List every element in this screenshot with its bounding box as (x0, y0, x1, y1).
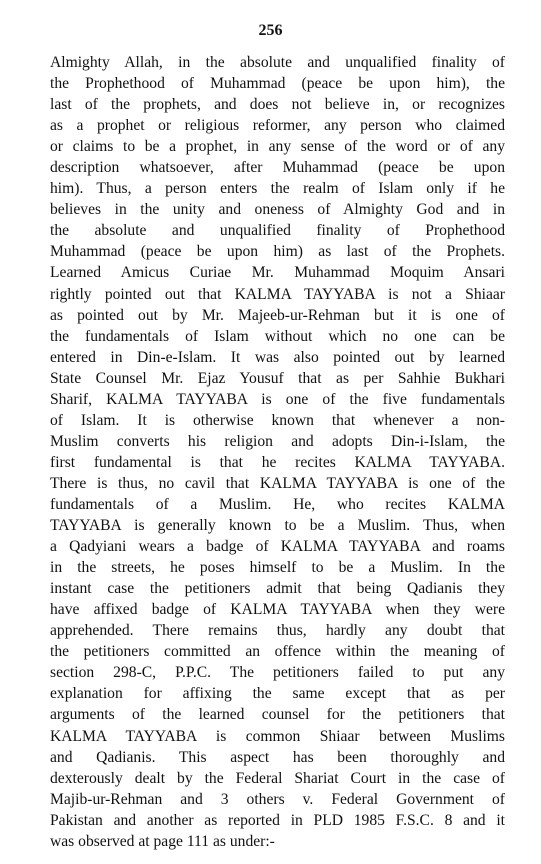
text-line: There is thus, no cavil that KALMA TAYYABA is one of the (50, 474, 505, 492)
text-line: description whatsoever, after Muhammad (peace be upon (50, 159, 505, 177)
text-line: arguments of the learned counsel for the petitioners that (50, 706, 505, 724)
text-line: Almighty Allah, in the absolute and unqualified finality of (50, 54, 505, 71)
text-line: State Counsel Mr. Ejaz Yousuf that as per Sahhie Bukhari (50, 369, 505, 387)
text-line: in the streets, he poses himself to be a Muslim. In the (50, 559, 505, 577)
text-line: rightly pointed out that KALMA TAYYABA is not a Shiaar (50, 285, 505, 303)
text-line: Muhammad (peace be upon him) as last of the Prophets. (50, 243, 505, 261)
text-line: entered in Din-e-Islam. It was also pointed out by learned (50, 348, 505, 366)
text-line: TAYYABA is generally known to be a Muslim. Thus, when (50, 517, 505, 535)
text-line: him). Thus, a person enters the realm of Islam only if he (50, 180, 505, 198)
text-line: and Qadianis. This aspect has been thoroughly and (50, 748, 505, 766)
text-line: the Prophethood of Muhammad (peace be upon him), the (50, 75, 505, 93)
text-line: apprehended. There remains thus, hardly any doubt that (50, 622, 505, 640)
text-line: the petitioners committed an offence within the meaning of (50, 643, 505, 661)
text-line: the fundamentals of Islam without which no one can be (50, 327, 505, 345)
text-line: as pointed out by Mr. Majeeb-ur-Rehman but it is one of (50, 306, 505, 324)
text-line: or claims to be a prophet, in any sense of the word or of any (50, 138, 505, 156)
body-paragraph (50, 52, 505, 852)
text-line: was observed at page 111 as under:- (50, 832, 275, 850)
text-line: dexterously dealt by the Federal Shariat Court in the case of (50, 769, 505, 787)
text-line: Pakistan and another as reported in PLD 1985 F.S.C. 8 and it (50, 811, 505, 829)
text-line: of Islam. It is otherwise known that whenever a non- (50, 411, 505, 429)
text-line: last of the prophets, and does not believe in, or recognizes (50, 96, 505, 114)
text-line: the absolute and unqualified finality of Prophethood (50, 222, 505, 240)
text-line: Sharif, KALMA TAYYABA is one of the five fundamentals (50, 390, 505, 408)
text-line: have affixed badge of KALMA TAYYABA when they were (50, 601, 505, 619)
text-line: as a prophet or religious reformer, any person who claimed (50, 117, 505, 135)
text-line: Learned Amicus Curiae Mr. Muhammad Moquim Ansari (50, 264, 505, 282)
text-line: Muslim converts his religion and adopts Din-i-Islam, the (50, 432, 505, 450)
text-line: KALMA TAYYABA is common Shiaar between Muslims (50, 727, 505, 745)
text-line: first fundamental is that he recites KALMA TAYYABA. (50, 453, 505, 471)
text-line: believes in the unity and oneness of Almighty God and in (50, 201, 505, 219)
text-line: Majib-ur-Rehman and 3 others v. Federal Government of (50, 790, 505, 808)
page-number: 256 (258, 22, 283, 39)
text-line: a Qadyiani wears a badge of KALMA TAYYABA and roams (50, 538, 505, 556)
text-line: instant case the petitioners admit that being Qadianis they (50, 580, 505, 598)
text-line: explanation for affixing the same except that as per (50, 685, 505, 703)
text-line: section 298-C, P.P.C. The petitioners failed to put any (50, 664, 505, 682)
text-line: fundamentals of a Muslim. He, who recites KALMA (50, 495, 505, 513)
